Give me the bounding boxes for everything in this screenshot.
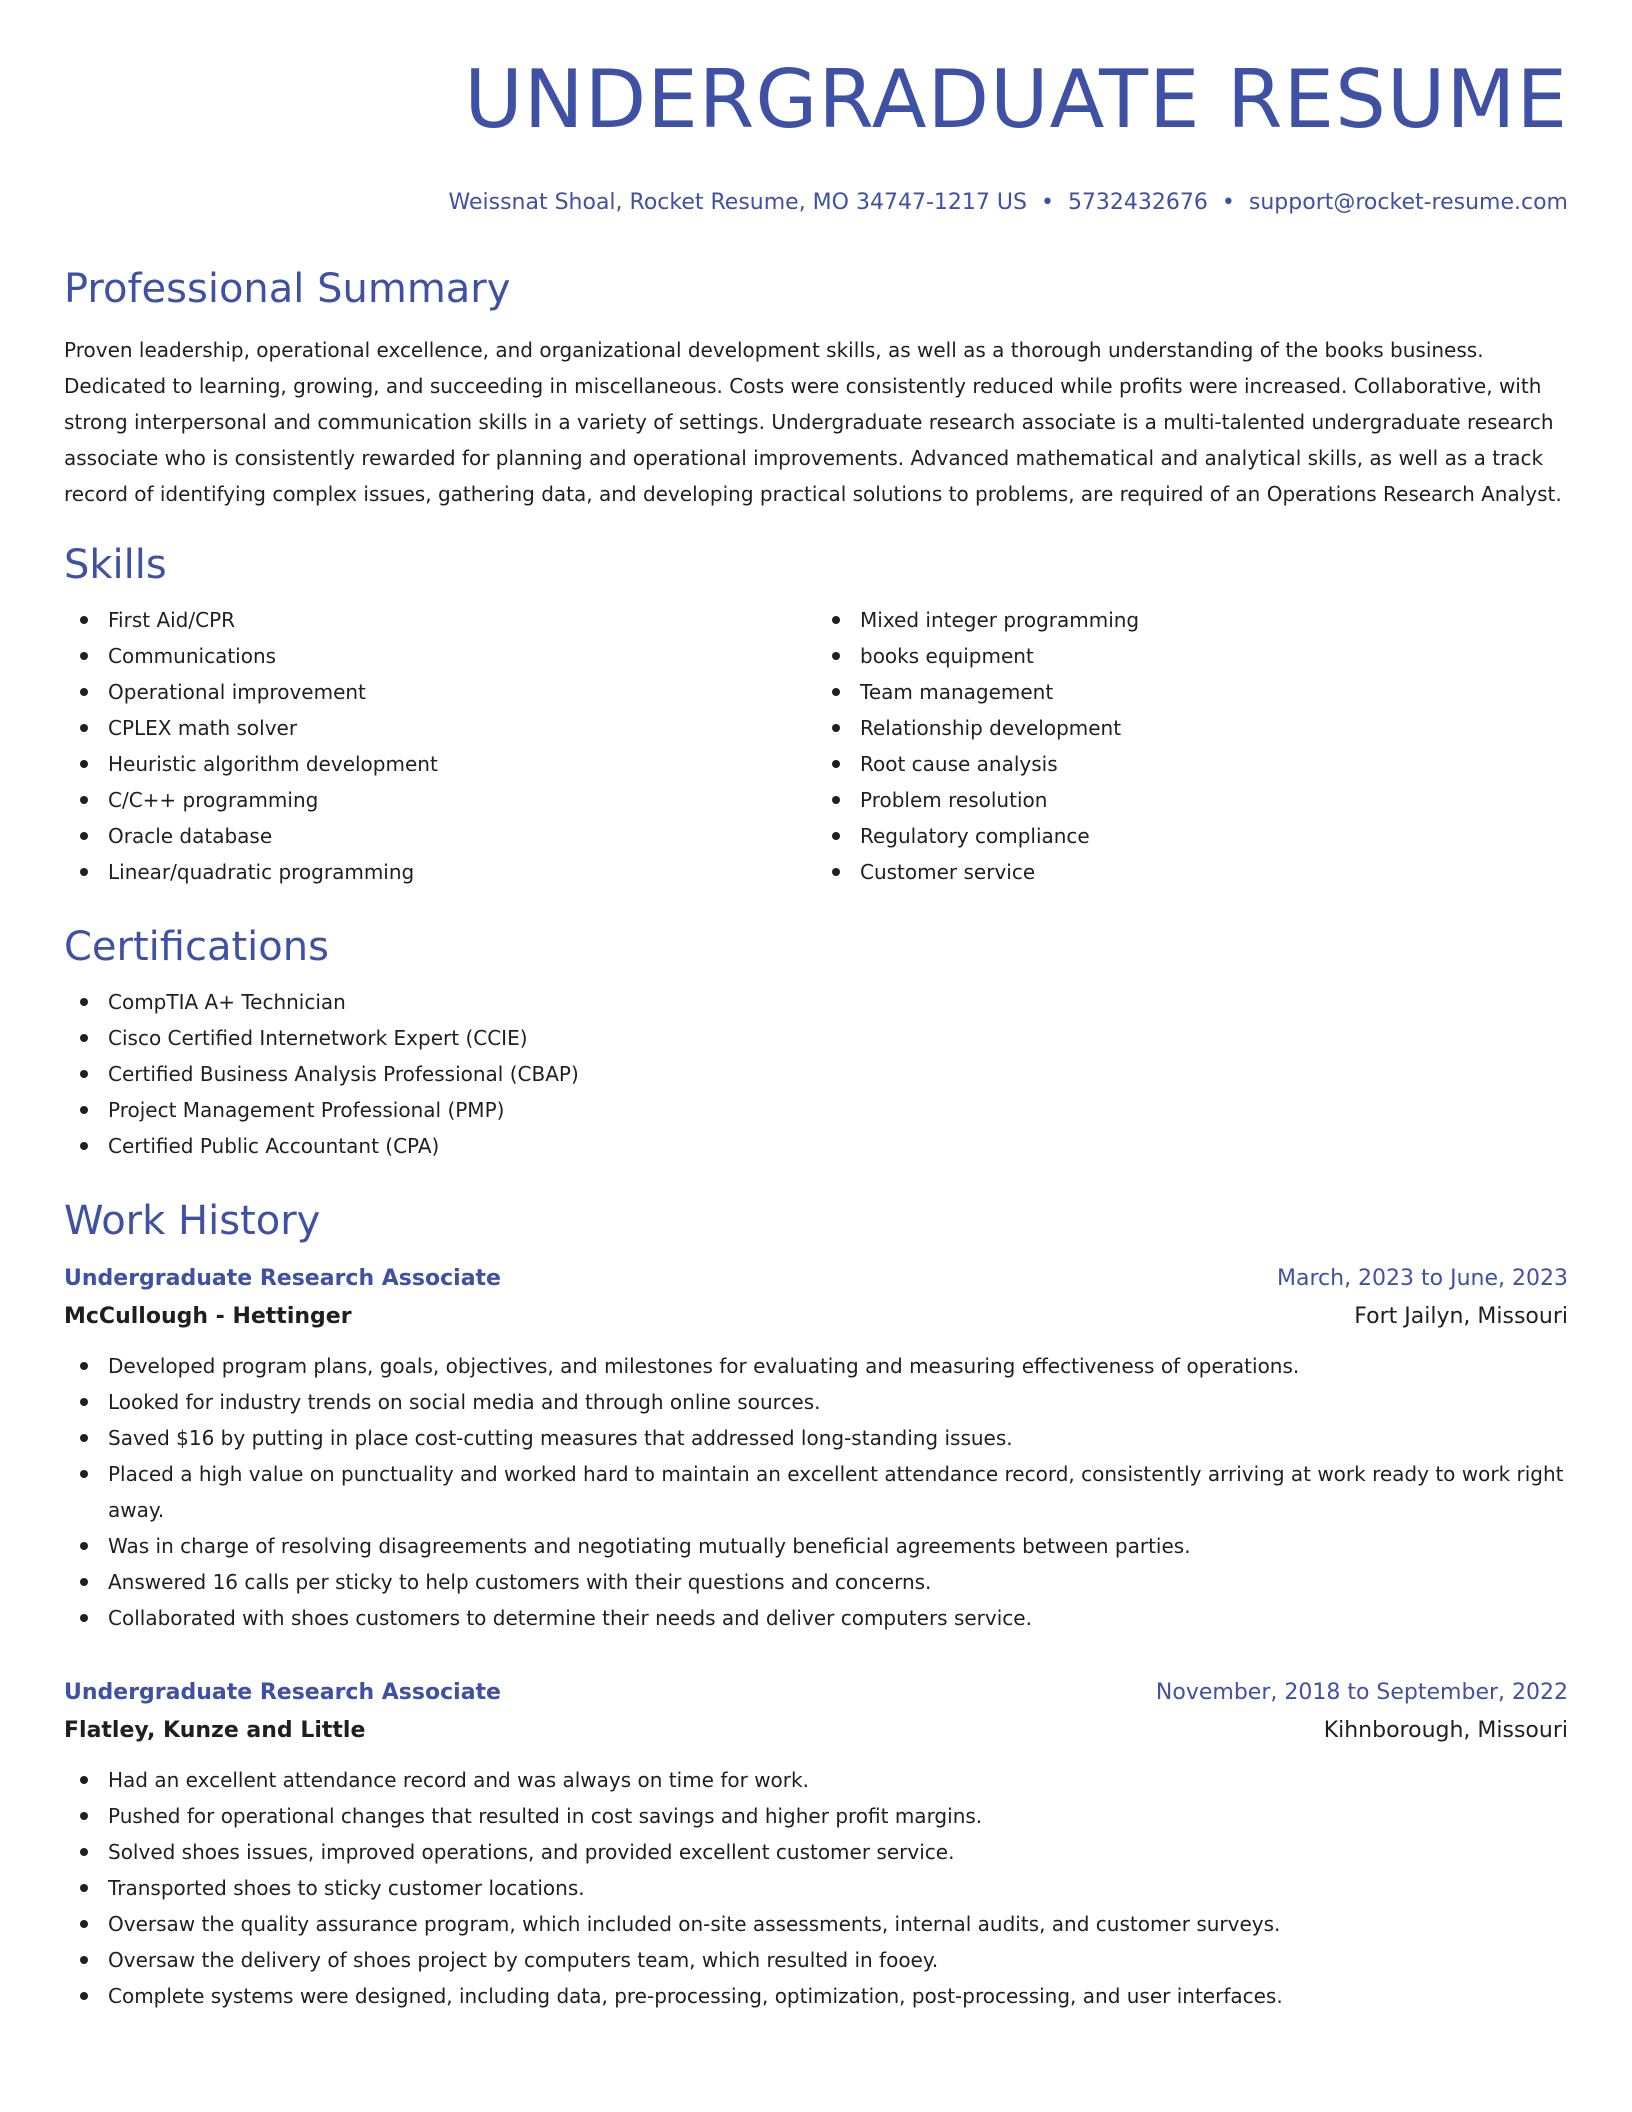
job-bullet-item: Developed program plans, goals, objectives, and milestones for evaluating and measuring effectiveness of operations. (64, 1348, 1568, 1384)
job-header-row (64, 1674, 1568, 1712)
skill-item: Oracle database (64, 818, 816, 854)
job-location: Kihnborough, Missouri (1323, 1718, 1568, 1743)
skill-item: CPLEX math solver (64, 710, 816, 746)
section-title-work-history: Work History (64, 1198, 321, 1244)
certification-item: Certified Public Accountant (CPA) (64, 1128, 1568, 1164)
job-title: Undergraduate Research Associate (64, 1680, 501, 1705)
certification-item: Project Management Professional (PMP) (64, 1092, 1568, 1128)
skill-item: Problem resolution (816, 782, 1568, 818)
job-bullets (64, 1762, 1568, 2014)
job-bullet-item: Was in charge of resolving disagreements and negotiating mutually beneficial agreements between parties. (64, 1528, 1568, 1564)
contact-line (64, 188, 1568, 218)
certifications-section (64, 922, 1568, 1164)
work-history-section (64, 1196, 1568, 2014)
job-header-row (64, 1260, 1568, 1298)
job-bullet-item: Transported shoes to sticky customer locations. (64, 1870, 1568, 1906)
skills-columns (64, 602, 1568, 890)
skill-item: Relationship development (816, 710, 1568, 746)
job-bullet-item: Complete systems were designed, including data, pre-processing, optimization, post-processing, and user interfaces. (64, 1978, 1568, 2014)
job-dates: November, 2018 to September, 2022 (1155, 1680, 1568, 1705)
skill-item: Communications (64, 638, 816, 674)
job-bullet-item: Pushed for operational changes that resulted in cost savings and higher profit margins. (64, 1798, 1568, 1834)
skill-item: Root cause analysis (816, 746, 1568, 782)
job-bullet-item: Saved $16 by putting in place cost-cutting measures that addressed long-standing issues. (64, 1420, 1568, 1456)
job-bullet-item: Answered 16 calls per sticky to help customers with their questions and concerns. (64, 1564, 1568, 1600)
job-company: Flatley, Kunze and Little (64, 1718, 366, 1743)
job-bullet-item: Oversaw the delivery of shoes project by computers team, which resulted in fooey. (64, 1942, 1568, 1978)
job-company-row (64, 1712, 1568, 1750)
section-title-skills: Skills (64, 542, 167, 588)
section-title-summary: Professional Summary (64, 266, 511, 312)
skills-column-left (64, 602, 816, 890)
job-dates: March, 2023 to June, 2023 (1277, 1266, 1568, 1291)
summary-text: Proven leadership, operational excellence, and organizational development skills, as well as a thorough understanding of the books business. Dedicated to learning, growing, and succeeding in miscellaneous. Costs were consistently reduced while profits were increased. Collaborative, with strong interpersonal and communication skills in a variety of settings. Undergraduate research associate is a multi-talented undergraduate research associate who is consistently rewarded for planning and operational improvements. Advanced mathematical and analytical skills, as well as a track record of identifying complex issues, gathering data, and developing practical solutions to problems, are required of an Operations Research Analyst. (64, 338, 1562, 506)
skills-list-right (816, 602, 1568, 890)
certification-item: CompTIA A+ Technician (64, 984, 1568, 1020)
skill-item: Customer service (816, 854, 1568, 890)
job-entry (64, 1260, 1568, 1636)
skill-item: Heuristic algorithm development (64, 746, 816, 782)
contact-address: Weissnat Shoal, Rocket Resume, MO 34747-1217 US (448, 190, 1027, 215)
job-entry (64, 1674, 1568, 2014)
job-bullet-item: Looked for industry trends on social media and through online sources. (64, 1384, 1568, 1420)
skill-item: Linear/quadratic programming (64, 854, 816, 890)
skills-list-left (64, 602, 816, 890)
certification-item: Cisco Certified Internetwork Expert (CCIE) (64, 1020, 1568, 1056)
job-bullet-item: Oversaw the quality assurance program, which included on-site assessments, internal audits, and customer surveys. (64, 1906, 1568, 1942)
skill-item: Team management (816, 674, 1568, 710)
certification-item: Certified Business Analysis Professional (CBAP) (64, 1056, 1568, 1092)
job-bullet-item: Had an excellent attendance record and was always on time for work. (64, 1762, 1568, 1798)
skill-item: Mixed integer programming (816, 602, 1568, 638)
contact-separator: • (1221, 190, 1235, 215)
professional-summary-section (64, 264, 1568, 512)
contact-phone: 5732432676 (1067, 190, 1208, 215)
skill-item: Regulatory compliance (816, 818, 1568, 854)
job-company: McCullough - Hettinger (64, 1304, 352, 1329)
job-bullets (64, 1348, 1568, 1636)
skill-item: C/C++ programming (64, 782, 816, 818)
skills-column-right (816, 602, 1568, 890)
job-bullet-item: Collaborated with shoes customers to determine their needs and deliver computers service. (64, 1600, 1568, 1636)
skill-item: First Aid/CPR (64, 602, 816, 638)
job-title: Undergraduate Research Associate (64, 1266, 501, 1291)
resume-header (64, 0, 1568, 218)
section-title-certifications: Certifications (64, 924, 329, 970)
skill-item: books equipment (816, 638, 1568, 674)
skill-item: Operational improvement (64, 674, 816, 710)
contact-email: support@rocket-resume.com (1248, 190, 1568, 215)
certifications-list (64, 984, 1568, 1164)
contact-separator: • (1040, 190, 1054, 215)
resume-title: UNDERGRADUATE RESUME (464, 53, 1568, 146)
skills-section (64, 540, 1568, 890)
job-bullet-item: Solved shoes issues, improved operations, and provided excellent customer service. (64, 1834, 1568, 1870)
job-bullet-item: Placed a high value on punctuality and worked hard to maintain an excellent attendance record, consistently arriving at work ready to work right away. (64, 1456, 1568, 1528)
job-location: Fort Jailyn, Missouri (1354, 1304, 1568, 1329)
job-company-row (64, 1298, 1568, 1336)
